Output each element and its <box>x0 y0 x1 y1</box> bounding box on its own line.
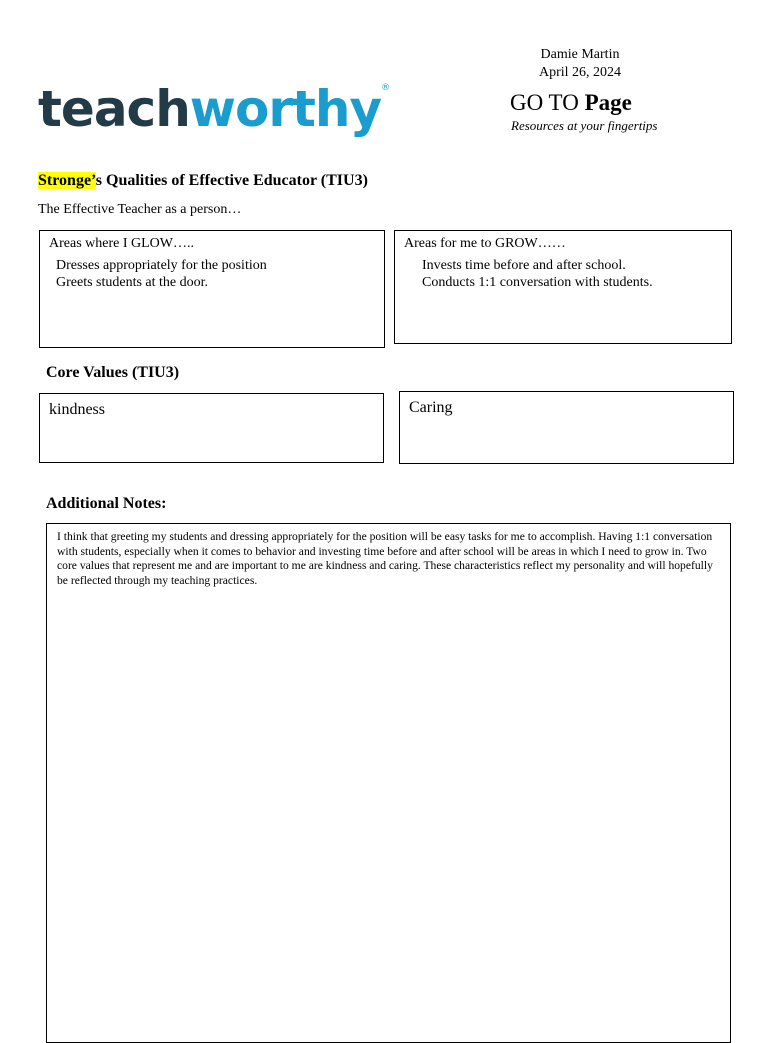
glow-heading: Areas where I GLOW….. <box>49 236 194 251</box>
grow-item: Invests time before and after school. <box>422 258 626 273</box>
author-name: Damie Martin <box>540 47 620 62</box>
notes-heading: Additional Notes: <box>46 495 167 512</box>
logo-text-worthy: worthy <box>189 80 382 138</box>
logo-trademark: ® <box>381 83 390 93</box>
qualities-heading <box>38 172 368 190</box>
grow-heading: Areas for me to GROW…… <box>404 236 566 251</box>
notes-box <box>46 523 731 1043</box>
grow-list <box>422 257 731 291</box>
author-block <box>500 46 660 82</box>
qualities-heading-highlight: Stronge’ <box>38 172 96 189</box>
core-value-text: Caring <box>409 399 453 416</box>
qualities-intro: The Effective Teacher as a person… <box>38 202 242 217</box>
core-value-box-2 <box>399 391 734 464</box>
glow-item: Greets students at the door. <box>56 275 209 290</box>
document-date: April 26, 2024 <box>538 65 622 80</box>
page-title-plain: GO TO <box>510 90 579 115</box>
grow-item: Conducts 1:1 conversation with students. <box>422 275 653 290</box>
glow-item: Dresses appropriately for the position <box>56 258 267 273</box>
qualities-heading-rest: s Qualities of Effective Educator (TIU3) <box>95 172 368 189</box>
core-values-heading: Core Values (TIU3) <box>46 364 180 381</box>
tagline: Resources at your fingertips <box>511 118 658 133</box>
page-title-bold: Page <box>584 90 632 115</box>
grow-box <box>394 230 732 344</box>
page-title <box>510 90 632 116</box>
core-value-box-1 <box>39 393 384 463</box>
logo-text-teach: teach <box>38 80 190 138</box>
glow-box <box>39 230 385 348</box>
teachworthy-logo <box>38 80 390 138</box>
glow-list <box>56 257 384 291</box>
core-value-text: kindness <box>49 401 105 418</box>
notes-text: I think that greeting my students and dressing appropriately for the position will be easy tasks for me to accomplish. Having 1:1 conversation with students, especially when it comes to behavior and investing time before and after school will be areas in which I need to grow in. Two core values that represent me and are important to me are kindness and caring. These characteristics reflect my personality and will hopefully be reflected through my teaching practices. <box>57 530 713 587</box>
